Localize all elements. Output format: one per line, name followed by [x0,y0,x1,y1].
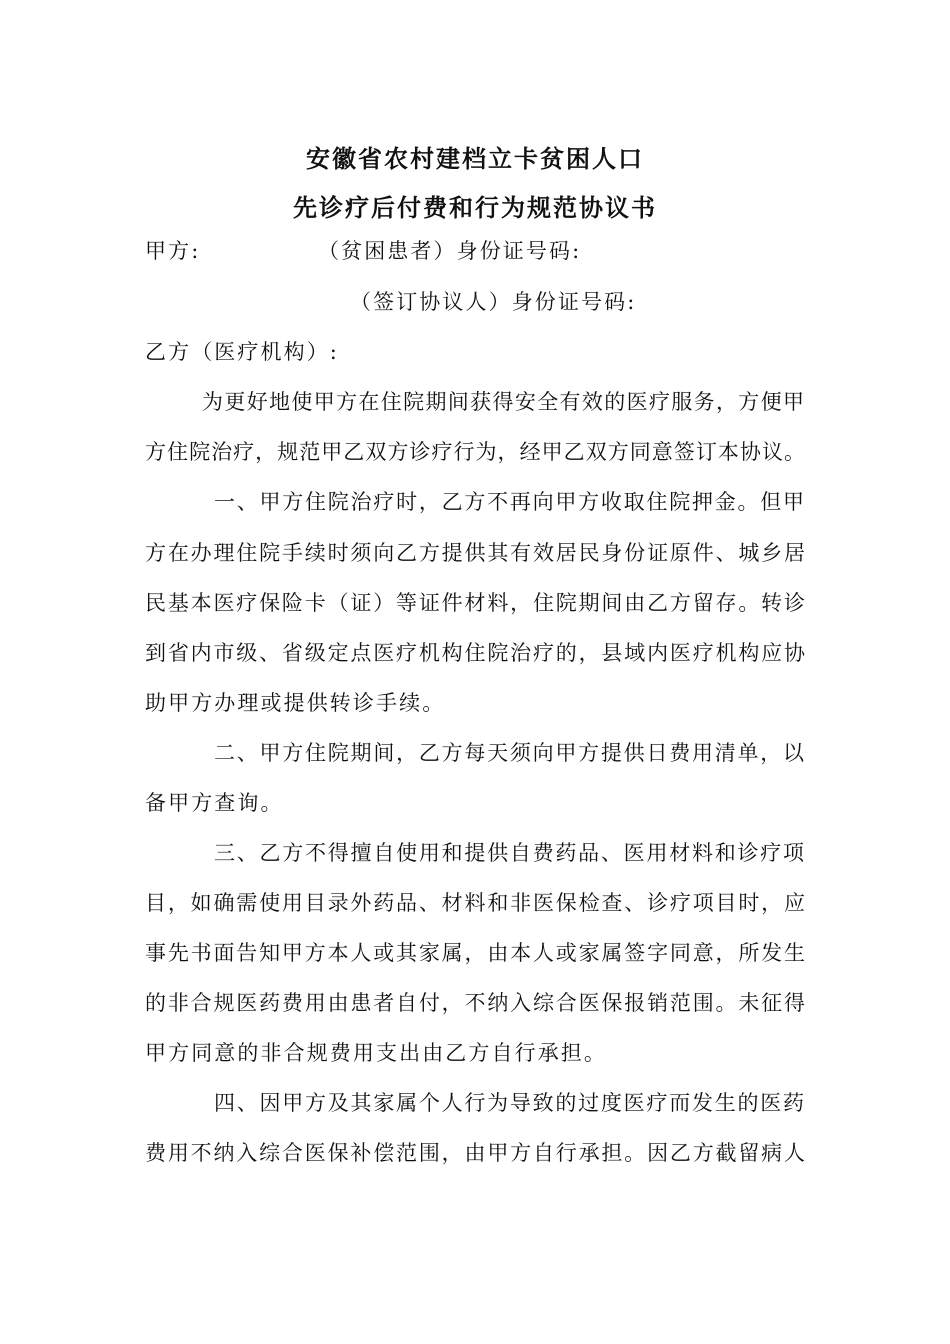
text-line: 的非合规医药费用由患者自付，不纳入综合医保报销范围。未征得 [145,991,805,1015]
text-line: 民基本医疗保险卡（证）等证件材料，住院期间由乙方留存。转诊 [145,591,805,615]
text-line: 四、因甲方及其家属个人行为导致的过度医疗而发生的医药 [214,1091,804,1115]
document-title-line-1: 安徽省农村建档立卡贫困人口 [306,144,644,173]
text-line: 为更好地使甲方在住院期间获得安全有效的医疗服务，方便甲 [202,390,804,414]
text-line: 事先书面告知甲方本人或其家属，由本人或家属签字同意，所发生 [145,941,805,965]
text-line: 二、甲方住院期间，乙方每天须向甲方提供日费用清单，以 [214,741,804,765]
party-a-label: 甲方: [145,239,201,263]
text-line: 费用不纳入综合医保补偿范围，由甲方自行承担。因乙方截留病人 [145,1141,805,1165]
text-line: 助甲方办理或提供转诊手续。 [145,691,446,715]
text-line: 一、甲方住院治疗时，乙方不再向甲方收取住院押金。但甲 [214,490,804,514]
party-b-label: 乙方（医疗机构）: [145,340,339,364]
text-line: 甲方同意的非合规费用支出由乙方自行承担。 [145,1041,607,1065]
text-line: 三、乙方不得擅自使用和提供自费药品、医用材料和诊疗项 [214,841,804,865]
text-line: 方在办理住院手续时须向乙方提供其有效居民身份证原件、城乡居 [145,541,805,565]
patient-id-label: （贫困患者）身份证号码: [318,239,582,263]
document-title-line-2: 先诊疗后付费和行为规范协议书 [293,193,657,222]
signer-id-label: （签订协议人）身份证号码: [350,290,637,314]
text-line: 方住院治疗，规范甲乙双方诊疗行为，经甲乙双方同意签订本协议。 [145,440,805,464]
text-line: 到省内市级、省级定点医疗机构住院治疗的，县域内医疗机构应协 [145,641,805,665]
text-line: 备甲方查询。 [145,791,284,815]
text-line: 目，如确需使用目录外药品、材料和非医保检查、诊疗项目时，应 [145,891,805,915]
